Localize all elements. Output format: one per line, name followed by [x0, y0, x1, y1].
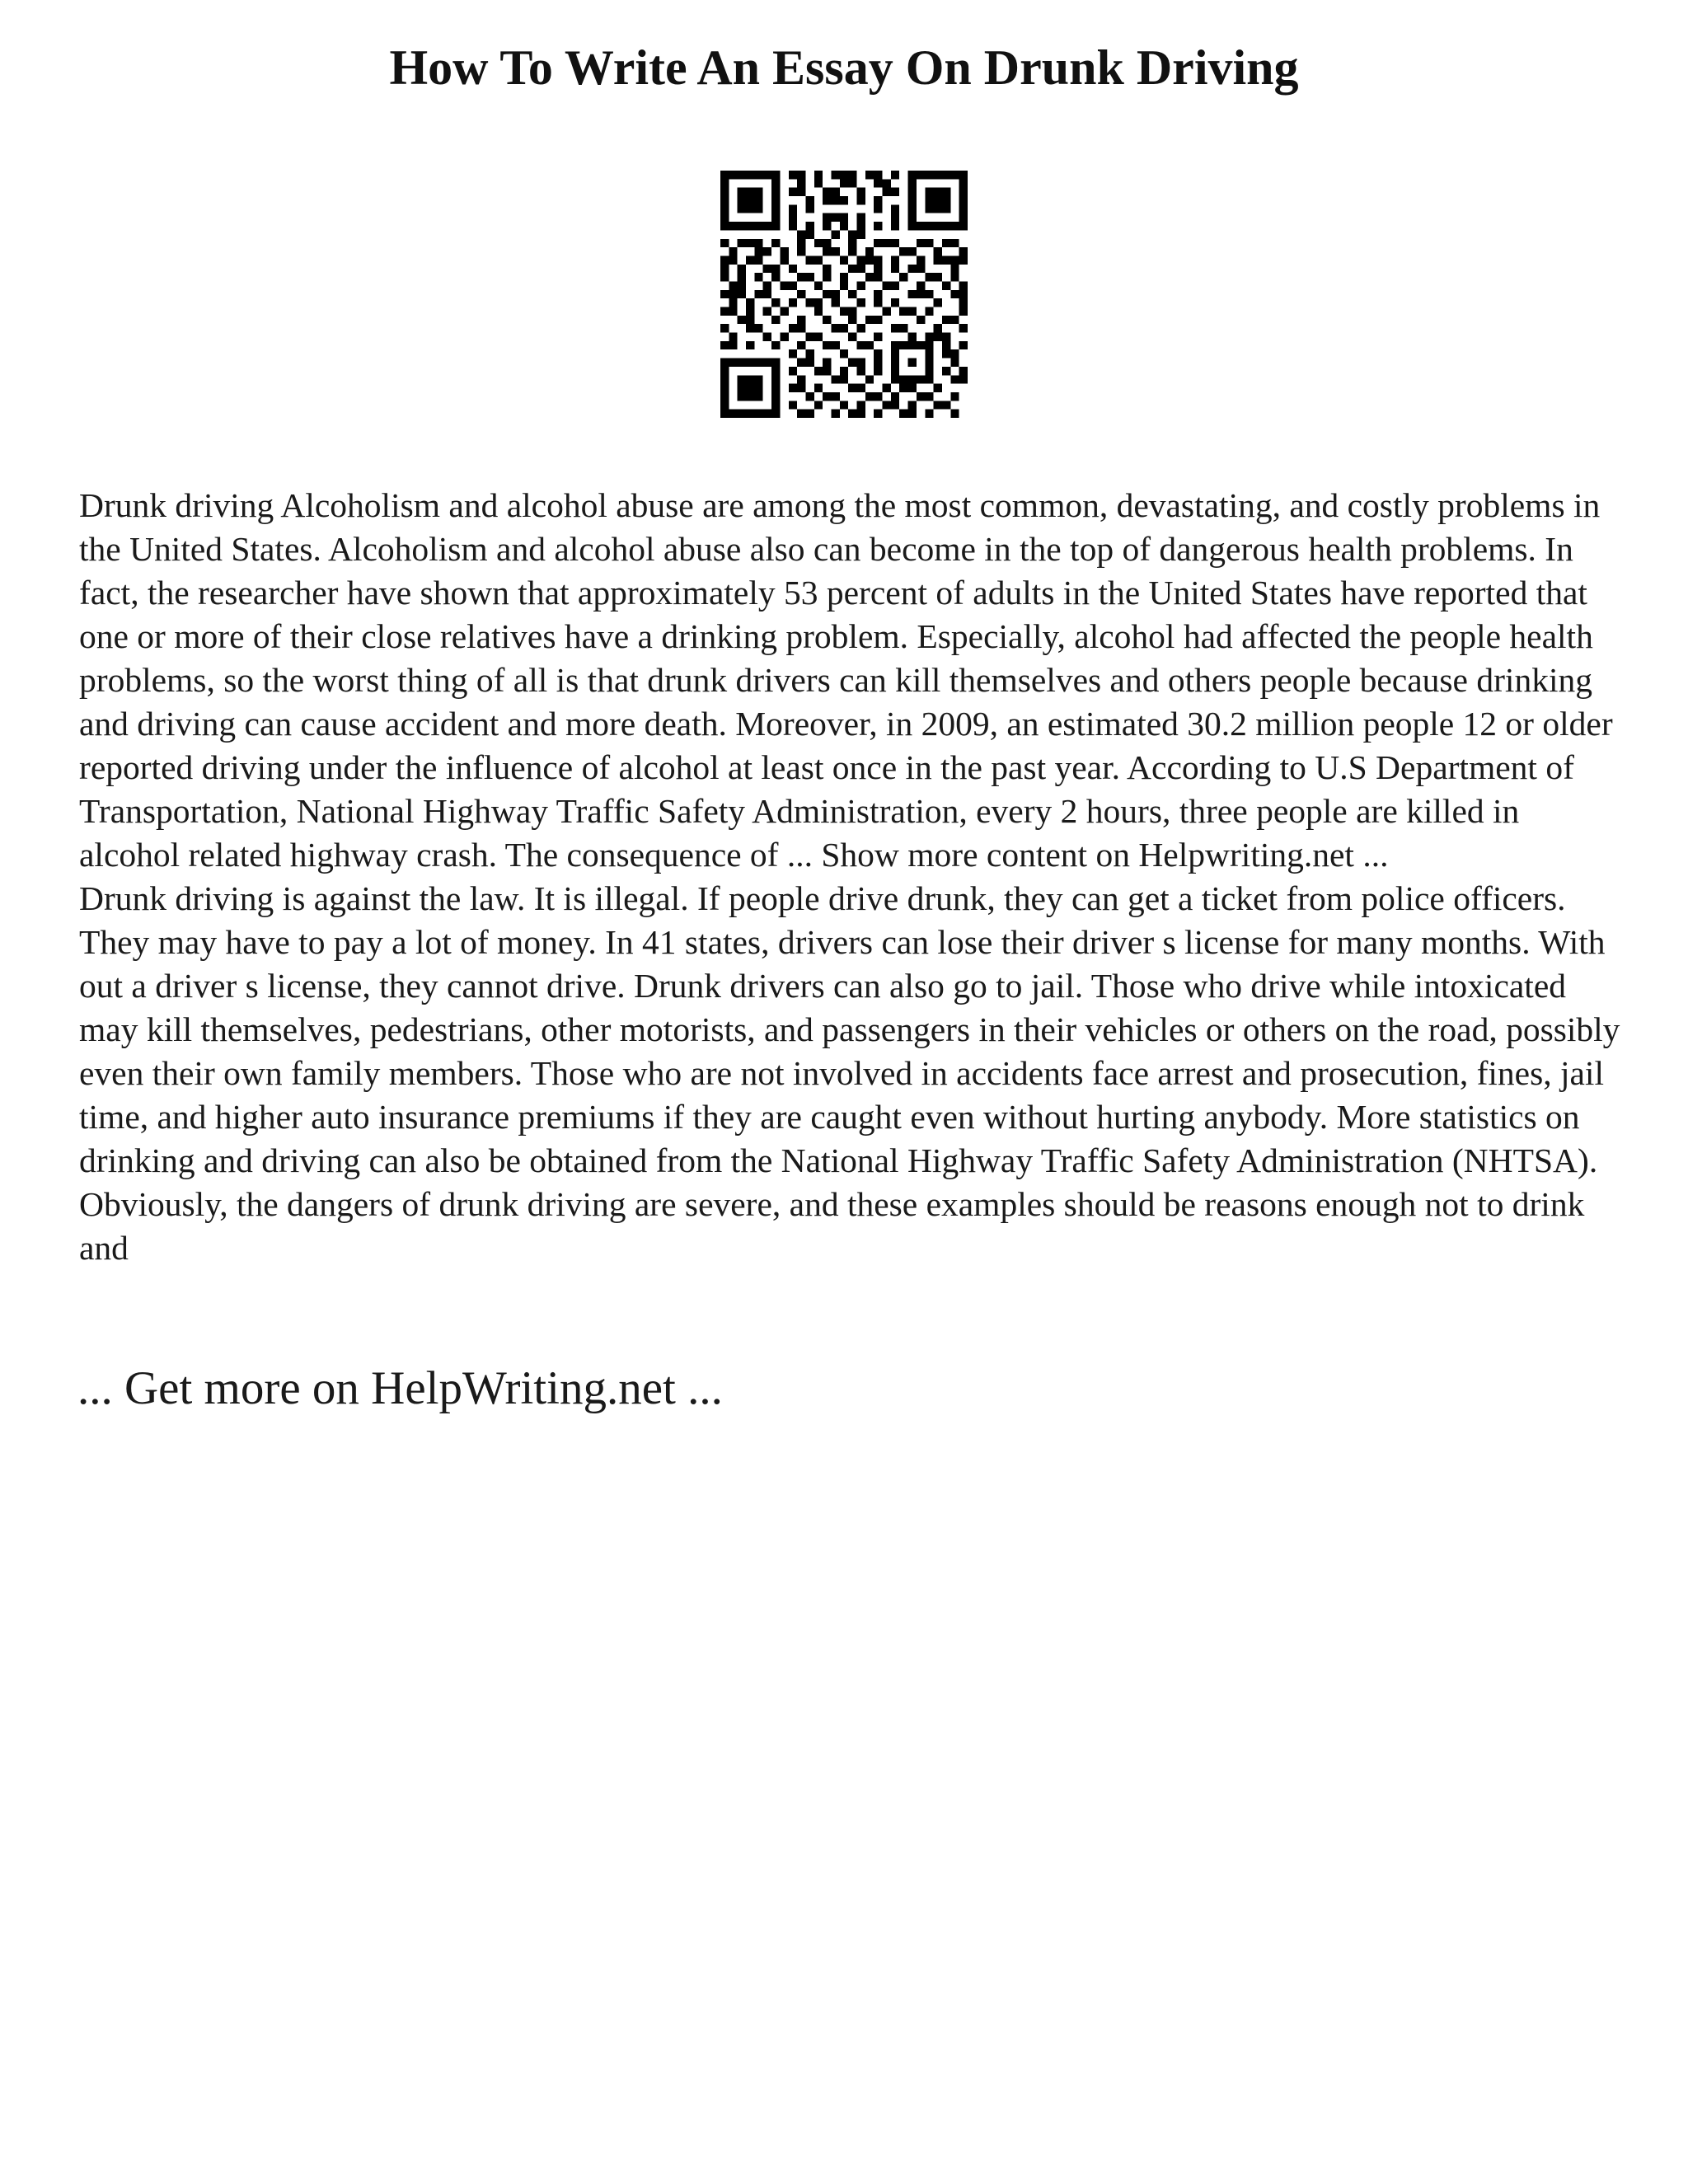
- essay-paragraph-2: Drunk driving is against the law. It is illegal. If people drive drunk, they can get a ticket from police officers. They may have to pay a lot of money. In 41 states, drivers can lose their driver s license for many months. With out a driver s license, they cannot drive. Drunk drivers can also go to jail. Those who drive while intoxicated may kill themselves, pedestrians, other motorists, and passengers in their vehicles or others on the road, possibly even their own family members. Those who are not involved in accidents face arrest and prosecution, fines, jail time, and higher auto insurance premiums if they are caught even without hurting anybody. More statistics on drinking and driving can also be obtained from the National Highway Traffic Safety Administration (NHTSA). Obviously, the dangers of drunk driving are severe, and these examples should be reasons enough not to drink and: [79, 879, 1620, 1267]
- get-more-link[interactable]: ... Get more on HelpWriting.net ...: [77, 1362, 723, 1414]
- qr-code-icon: [720, 171, 968, 418]
- document-title: How To Write An Essay On Drunk Driving: [389, 40, 1299, 95]
- essay-body: [79, 484, 1620, 1270]
- qr-code: [720, 171, 968, 418]
- essay-paragraph-1: Drunk driving Alcoholism and alcohol abuse are among the most common, devastating, and costly problems in the United States. Alcoholism and alcohol abuse also can become in the top of dangerous health problems. In fact, the researcher have shown that approximately 53 percent of adults in the United States have reported that one or more of their close relatives have a drinking problem. Especially, alcohol had affected the people health problems, so the worst thing of all is that drunk drivers can kill themselves and others people because drinking and driving can cause accident and more death. Moreover, in 2009, an estimated 30.2 million people 12 or older reported driving under the influence of alcohol at least once in the past year. According to U.S Department of Transportation, National Highway Traffic Safety Administration, every 2 hours, three people are killed in alcohol related highway crash. The consequence of ... Show more content on Helpwriting.net ...: [79, 486, 1613, 874]
